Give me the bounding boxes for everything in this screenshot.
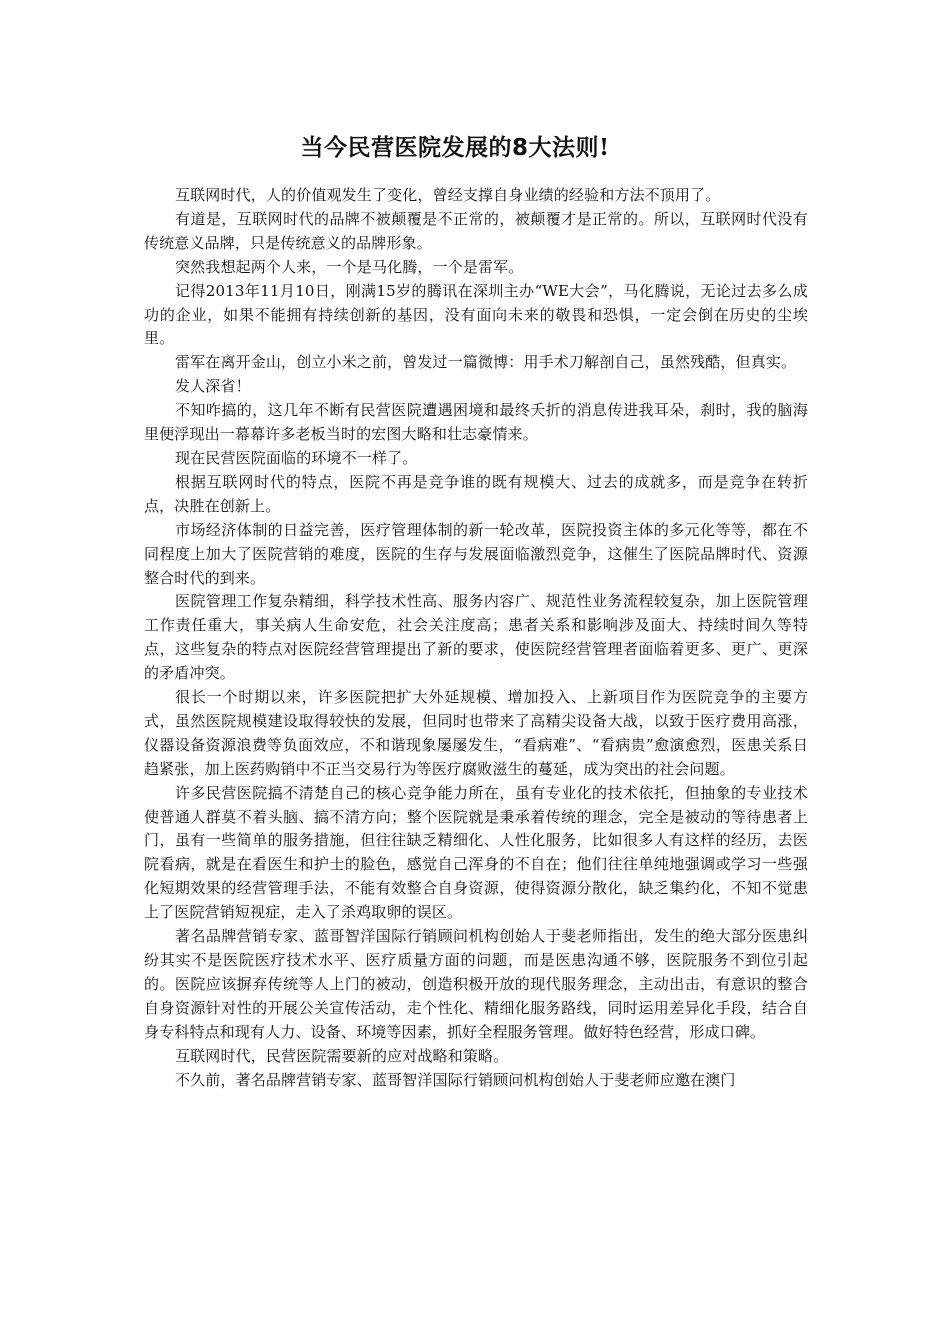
- title-number: 8: [511, 135, 529, 162]
- paragraph: 互联网时代，民营医院需要新的应对战略和策略。: [175, 1046, 509, 1065]
- paragraph: 市场经济体制的日益完善，医疗管理体制的新一轮改革，医院投资主体的多元化等等，都在不同程度上加大了医院营销的难度，医院的生存与发展面临激烈竞争，这催生了医院品牌时代、资源整合时代的到来。: [144, 520, 808, 587]
- document-body: [144, 184, 808, 1092]
- paragraph: 许多民营医院搞不清楚自己的核心竞争能力所在，虽有专业化的技术依托，但抽象的专业技术使普通人群莫不着头脑、搞不清方向；整个医院就是秉承着传统的理念，完全是被动的等待患者上门，虽有一些简单的服务措施，但往往缺乏精细化、人性化服务，比如很多人有这样的经历，去医院看病，就是在看医生和护士的脸色，感觉自己浑身的不自在；他们往往单纯地强调或学习一些强化短期效果的经营管理手法，不能有效整合自身资源，使得资源分散化，缺乏集约化，不知不觉患上了医院营销短视症，走入了杀鸡取卵的误区。: [144, 783, 808, 922]
- paragraph: 发人深省！: [175, 377, 251, 396]
- paragraph: 很长一个时期以来，许多医院把扩大外延规模、增加投入、上新项目作为医院竞争的主要方式，虽然医院规模建设取得较快的发展，但同时也带来了高精尖设备大战，以致于医疗费用高涨，仪器设备资源浪费等负面效应，不和谐现象屡屡发生，“看病难”、“看病贵”愈演愈烈，医患关系日趋紧张，加上医药购销中不正当交易行为等医疗腐败滋生的蔓延，成为突出的社会问题。: [144, 688, 808, 778]
- title-suffix: 大法则!: [528, 134, 610, 162]
- paragraph: 现在民营医院面临的环境不一样了。: [175, 448, 418, 467]
- document-title: [0, 133, 910, 163]
- paragraph: 雷军在离开金山，创立小米之前，曾发过一篇微博：用手术刀解剖自己，虽然残酷，但真实。: [175, 353, 797, 372]
- paragraph: 不知咋搞的，这几年不断有民营医院遭遇困境和最终夭折的消息传进我耳朵，刹时，我的脑海里便浮现出一幕幕许多老板当时的宏图大略和壮志豪情来。: [144, 401, 808, 444]
- paragraph: 有道是，互联网时代的品牌不被颠覆是不正常的，被颠覆才是正常的。所以，互联网时代没有传统意义品牌，只是传统意义的品牌形象。: [144, 209, 808, 252]
- paragraph: 互联网时代，人的价值观发生了变化，曾经支撑自身业绩的经验和方法不顶用了。: [175, 186, 721, 204]
- paragraph: 突然我想起两个人来，一个是马化腾，一个是雷军。: [175, 257, 524, 276]
- paragraph: 医院管理工作复杂精细，科学技术性高、服务内容广、规范性业务流程较复杂，加上医院管理工作责任重大，事关病人生命安危，社会关注度高；患者关系和影响涉及面大、持续时间久等特点，这些复杂的特点对医院经营管理提出了新的要求，使医院经营管理者面临着更多、更广、更深的矛盾冲突。: [144, 592, 808, 683]
- paragraph: 根据互联网时代的特点，医院不再是竞争谁的既有规模大、过去的成就多，而是竞争在转折点，决胜在创新上。: [144, 472, 808, 515]
- title-prefix: 当今民营医院发展的: [300, 134, 512, 162]
- paragraph: 著名品牌营销专家、蓝哥智洋国际行销顾问机构创始人于斐老师指出，发生的绝大部分医患纠纷其实不是医院医疗技术水平、医疗质量方面的问题，而是医患沟通不够，医院服务不到位引起的。医院应该摒弃传统等人上门的被动，创造积极开放的现代服务理念，主动出击，有意识的整合自身资源针对性的开展公关宣传活动，走个性化、精细化服务路线，同时运用差异化手段，结合自身专科特点和现有人力、设备、环境等因素，抓好全程服务管理。做好特色经营，形成口碑。: [144, 927, 808, 1041]
- paragraph: 不久前，著名品牌营销专家、蓝哥智洋国际行销顾问机构创始人于斐老师应邀在澳门: [175, 1070, 736, 1089]
- paragraph: 记得2013年11月10日，刚满15岁的腾讯在深圳主办“WE大会”，马化腾说，无论过去多么成功的企业，如果不能拥有持续创新的基因，没有面向未来的敬畏和恐惧，一定会倒在历史的尘埃里。: [144, 281, 808, 348]
